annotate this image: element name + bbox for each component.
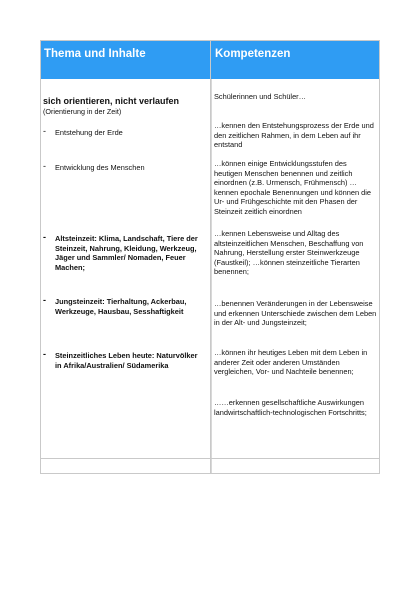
- section-subtitle: (Orientierung in der Zeit): [43, 107, 122, 116]
- topic-item: [43, 163, 205, 175]
- topic-text: Altsteinzeit: Klima, Landschaft, Tiere der Steinzeit, Nahrung, Kleidung, Werkzeug, Jäger und Sammler/ Nomaden, Feuer Machen;: [55, 234, 198, 272]
- header-competencies: Kompetenzen: [215, 48, 291, 60]
- header-topics: Thema und Inhalte: [44, 48, 146, 60]
- topic-text: Jungsteinzeit: Tierhaltung, Ackerbau, Werkzeuge, Hausbau, Sesshaftigkeit: [55, 297, 187, 316]
- bullet-dash: -: [43, 295, 46, 305]
- topic-item: [43, 128, 205, 140]
- topic-item: [43, 234, 205, 284]
- competency-item: …kennen den Entstehungsprozess der Erde und den zeitlichen Rahmen, in dem Leben auf ihr entstand: [214, 121, 374, 150]
- competency-intro: Schülerinnen und Schüler…: [214, 92, 307, 101]
- competency-item: …kennen Lebensweise und Alltag des altsteinzeitlichen Menschen, Beschaffung von Nahrung, Herstellung erster Steinwerkzeuge (Faustkeil); …können steinzeitliche Tierarten benennen;: [214, 229, 364, 277]
- competency-item: ……erkennen gesellschaftliche Auswirkungen landwirtschaftlich-technologischen Fortschritts;: [214, 398, 367, 417]
- bullet-dash: -: [43, 126, 46, 136]
- bottom-row-divider: [41, 458, 379, 459]
- bullet-dash: -: [43, 232, 46, 242]
- topic-text: Entwicklung des Menschen: [55, 163, 145, 172]
- section-heading: [43, 96, 205, 117]
- competency-item: …können einige Entwicklungsstufen des heutigen Menschen benennen und zeitlich einordnen (z.B. Urmensch, Frühmensch) …kennen epochale Benennungen und können die Ur- und Frühgeschichte mit den Phasen der Steinzeit zeitlich einordnen: [214, 159, 371, 216]
- topic-item: [43, 351, 205, 387]
- bullet-dash: -: [43, 161, 46, 171]
- topic-item: [43, 297, 205, 321]
- topic-text: Entstehung der Erde: [55, 128, 123, 137]
- section-title: sich orientieren, nicht verlaufen: [43, 96, 180, 106]
- topic-text: Steinzeitliches Leben heute: Naturvölker in Afrika/Australien/ Südamerika: [55, 351, 198, 370]
- competency-item: …können ihr heutiges Leben mit dem Leben in anderer Zeit oder anderen Umständen vergleichen, Vor- und Nachteile benennen;: [214, 348, 368, 377]
- bullet-dash: -: [43, 349, 46, 359]
- competency-item: …benennen Veränderungen in der Lebensweise und erkennen Unterschiede zwischen dem Leben in der Alt- und Jungsteinzeit;: [214, 299, 377, 328]
- column-divider-secondary: [211, 79, 212, 473]
- curriculum-table: [40, 40, 380, 474]
